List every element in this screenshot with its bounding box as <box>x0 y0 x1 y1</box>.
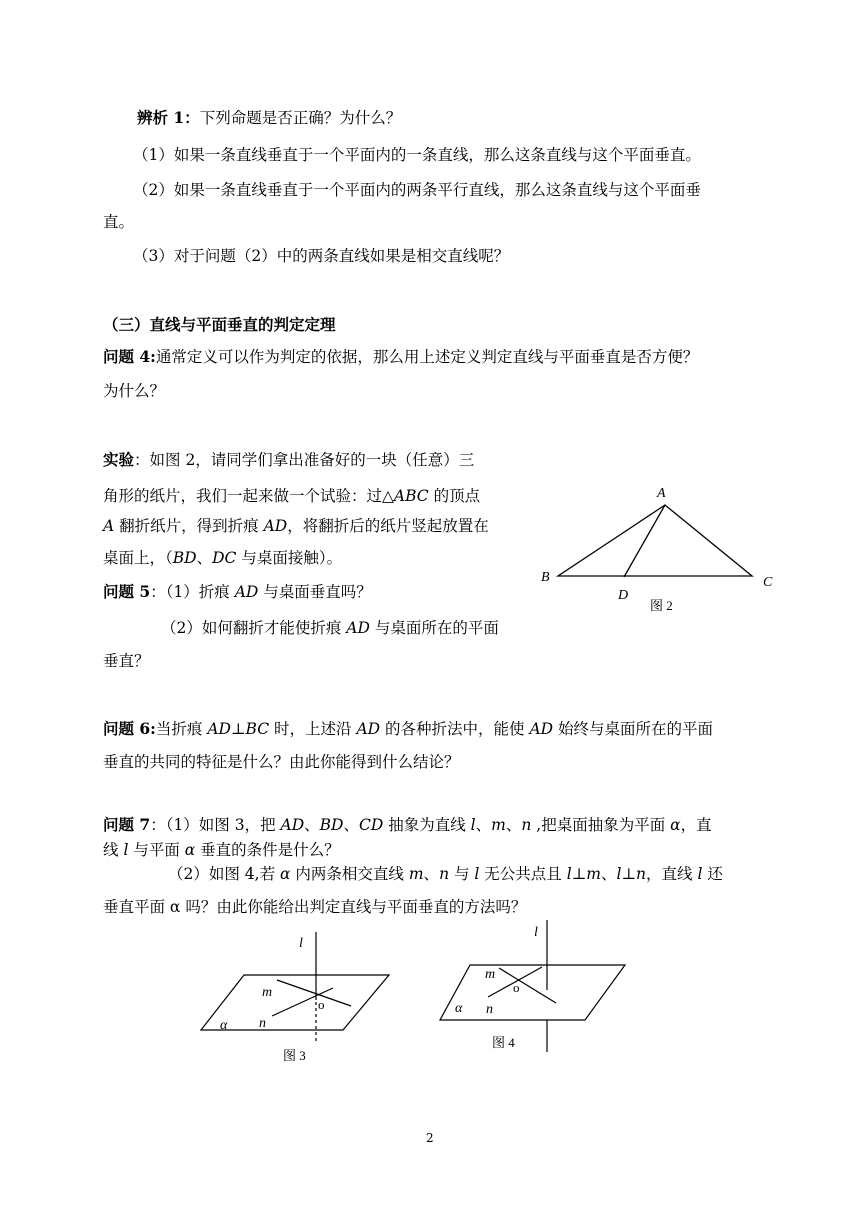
experiment-label: 实验 <box>103 450 135 469</box>
question-7-part1-line2: 线 l 与平面 α 垂直的条件是什么？ <box>103 841 340 859</box>
experiment-line1: 实验：如图 2，请同学们拿出准备好的一块（任意）三 <box>103 450 475 469</box>
fig3-label-n: n <box>259 1016 266 1031</box>
question-7-label: 问题 7 <box>103 815 151 834</box>
fig4-label-l: l <box>534 925 538 940</box>
fig3-label-alpha: α <box>220 1018 228 1033</box>
page-number: 2 <box>426 1131 434 1145</box>
question-4-label: 问题 4: <box>103 347 156 366</box>
fig4-plane <box>440 965 625 1020</box>
fold-line-ad <box>624 505 665 577</box>
discern-item-1: （1）如果一条直线垂直于一个平面内的一条直线，那么这条直线与这个平面垂直。 <box>133 146 701 164</box>
discern-title: 辨析 1： <box>137 108 200 127</box>
question-6-line2: 垂直的共同的特征是什么？由此你能得到什么结论？ <box>103 753 460 771</box>
experiment-line3: A 翻折纸片，得到折痕 AD，将翻折后的纸片竖起放置在 <box>103 517 489 535</box>
discern-prompt: 辨析 1：下列命题是否正确？为什么？ <box>137 108 402 127</box>
figure-3 <box>201 932 389 1042</box>
fig4-label-m: m <box>485 967 496 982</box>
question-7-part2-line2: 垂直平面 α 吗？由此你能给出判定直线与平面垂直的方法吗？ <box>103 898 527 916</box>
question-7-part1-line1: 问题 7：（1）如图 3，把 AD、BD、CD 抽象为直线 l、m、n ,把桌面抽象为平面 α，直 <box>103 815 712 834</box>
fig2-label-c: C <box>763 575 773 590</box>
discern-item-3: （3）对于问题（2）中的两条直线如果是相交直线呢？ <box>133 247 510 265</box>
question-5-part2-cont: 垂直？ <box>103 652 150 670</box>
fig3-caption: 图 3 <box>283 1048 306 1063</box>
discern-item-2-line1: （2）如果一条直线垂直于一个平面内的两条平行直线，那么这条直线与这个平面垂 <box>133 181 701 199</box>
fig2-label-a: A <box>657 486 666 501</box>
fig3-label-l: l <box>299 936 303 951</box>
fig3-plane <box>201 975 389 1030</box>
fig3-line-m <box>277 980 351 1006</box>
question-4-line2: 为什么？ <box>103 382 166 400</box>
fig2-label-b: B <box>541 570 550 585</box>
figure-4 <box>440 920 625 1052</box>
fig2-label-d: D <box>618 588 629 603</box>
figure-2 <box>558 505 752 577</box>
fig3-label-o: o <box>318 997 325 1012</box>
question-5-label: 问题 5 <box>103 582 151 601</box>
section-heading: （三）直线与平面垂直的判定定理 <box>103 315 336 334</box>
question-6-label: 问题 6: <box>103 719 156 738</box>
discern-item-2-line2: 直。 <box>103 213 135 231</box>
question-7-part2-line1: （2）如图 4,若 α 内两条相交直线 m、n 与 l 无公共点且 l⊥m、l⊥n，直线 l 还 <box>168 865 723 883</box>
question-6-line1: 问题 6:当折痕 AD⊥BC 时，上述沿 AD 的各种折法中，能使 AD 始终与桌面所在的平面 <box>103 719 713 738</box>
question-4-line1: 问题 4:通常定义可以作为判定的依据，那么用上述定义判定直线与平面垂直是否方便？ <box>103 347 699 366</box>
fig4-caption: 图 4 <box>492 1035 515 1050</box>
question-5-part2: （2）如何翻折才能使折痕 AD 与桌面所在的平面 <box>161 619 499 637</box>
fig2-caption: 图 2 <box>650 598 673 613</box>
triangle-abc <box>558 505 752 576</box>
fig4-label-alpha: α <box>455 1001 463 1016</box>
fig4-label-o: o <box>513 980 520 995</box>
experiment-line2: 角形的纸片，我们一起来做一个试验：过△ABC 的顶点 <box>103 487 481 505</box>
fig3-label-m: m <box>262 985 273 1000</box>
experiment-line4: 桌面上，（BD、DC 与桌面接触）。 <box>103 549 343 567</box>
fig4-label-n: n <box>486 1002 493 1017</box>
question-5-part1: 问题 5：（1）折痕 AD 与桌面垂直吗？ <box>103 582 372 601</box>
